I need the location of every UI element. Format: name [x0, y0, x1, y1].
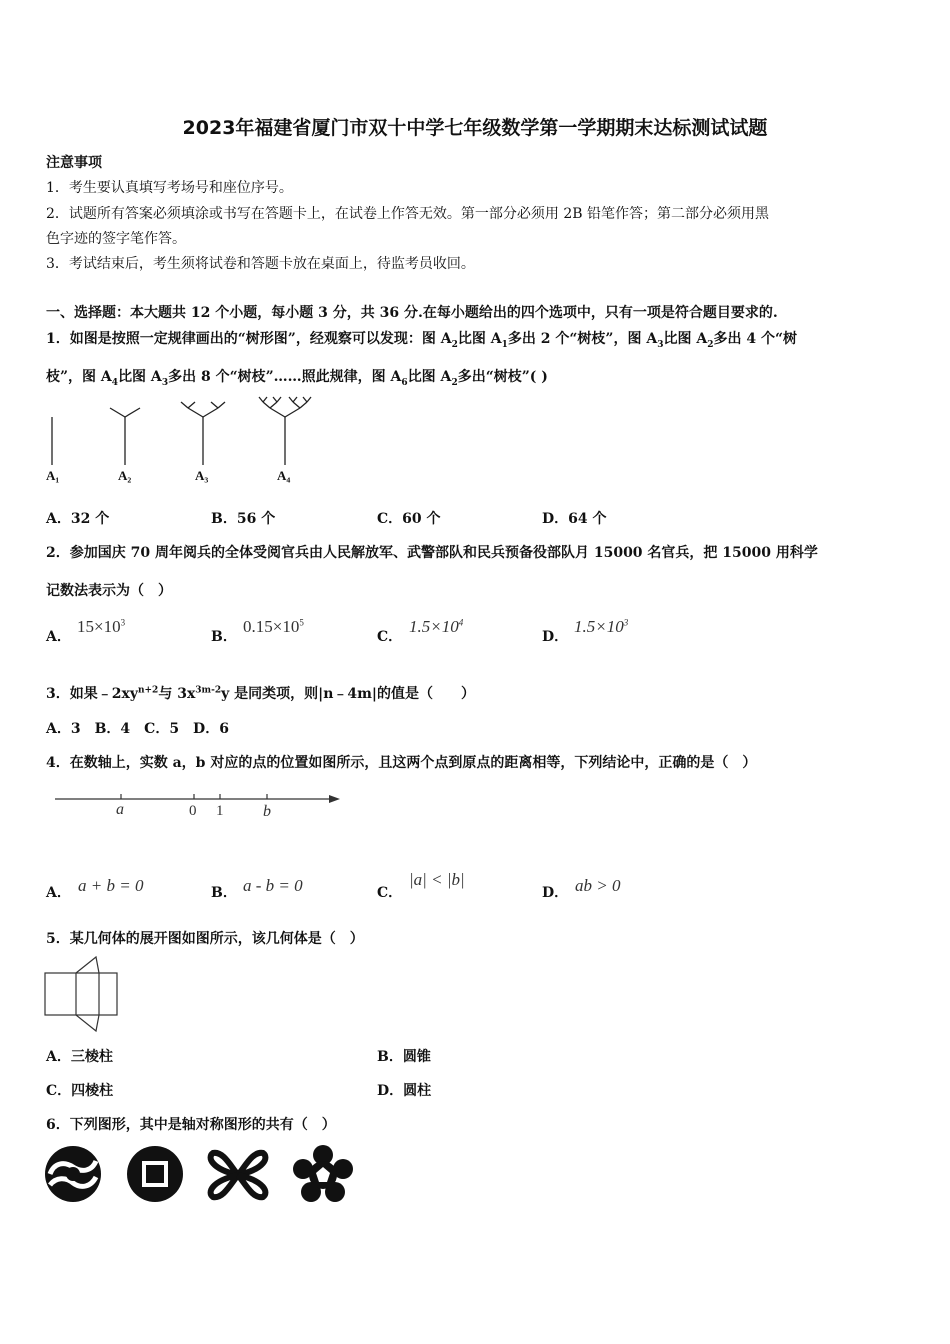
- question-5: 5．某几何体的展开图如图所示，该几何体是（ ）: [46, 931, 364, 947]
- q4-option-a-expr: a + b = 0: [78, 876, 144, 895]
- figure-label-a4: A₄: [277, 468, 291, 483]
- notes-heading: 注意事项: [46, 155, 102, 171]
- q2-option-a-label: A．: [46, 629, 71, 645]
- q5-option-c: C．四棱柱: [46, 1083, 114, 1099]
- q4-option-d-expr: ab > 0: [575, 876, 621, 895]
- q5-option-d: D．圆柱: [377, 1083, 432, 1099]
- figure-label-a3: A₃: [195, 468, 209, 483]
- symbol-swirl-figure: [44, 1145, 104, 1205]
- q2-option-d-expr: $1.5\times 10^3$: [574, 617, 629, 636]
- figure-label-a1: A₁: [46, 468, 60, 483]
- note-3: 3．考试结束后，考生须将试卷和答题卡放在桌面上，待监考员收回。: [46, 256, 475, 272]
- figure-label-a2: A₂: [118, 468, 132, 483]
- axis-label-a: a: [116, 801, 124, 818]
- note-2: 2．试题所有答案必须填涂或书写在答题卡上，在试卷上作答无效。第一部分必须用 2B 铅笔作答；第二部分必须用黑: [46, 206, 769, 222]
- q2-option-b-expr: $0.15\times 10^5$: [243, 617, 304, 636]
- symbol-square-coin-figure: [126, 1145, 186, 1205]
- q4-option-d-label: D．: [542, 885, 569, 901]
- axis-label-1: 1: [216, 803, 224, 819]
- q5-option-a: A．三棱柱: [46, 1049, 113, 1065]
- page-title: 2023年福建省厦门市双十中学七年级数学第一学期期末达标测试试题: [182, 117, 768, 139]
- note-1: 1．考生要认真填写考场号和座位序号。: [46, 180, 293, 196]
- q4-option-c-expr: |a| < |b|: [409, 870, 465, 889]
- q4-option-b-expr: a - b = 0: [243, 876, 303, 895]
- q1-option-b: B．56 个: [211, 511, 276, 527]
- q2-option-a-expr: $15\times 10^3$: [77, 617, 126, 636]
- question-4: 4．在数轴上，实数 a，b 对应的点的位置如图所示，且这两个点到原点的距离相等，下列结论中，正确的是（ ）: [46, 755, 757, 771]
- question-3: 3．如果$﹣2xy^{n+2}$与 $3x^{3m-2}y$ 是同类项，则|n﹣4m|的值是（ ）: [46, 685, 476, 702]
- symbol-knot-figure: [205, 1145, 271, 1205]
- q1-option-c: C．60 个: [377, 511, 441, 527]
- axis-label-b: b: [263, 803, 271, 820]
- note-2-cont: 色字迹的签字笔作答。: [46, 231, 186, 247]
- question-1-line-1: 1．如图是按照一定规律画出的“树形图”，经观察可以发现：图 $A_2$比图 $A_1$多出 2 个“树枝”，图 $A_3$比图 $A_2$多出 4 个“树: [46, 331, 798, 350]
- question-6: 6．下列图形，其中是轴对称图形的共有（ ）: [46, 1117, 336, 1133]
- prism-net-figure: [44, 955, 124, 1035]
- q2-option-c-expr: $1.5\times 10^4$: [409, 617, 464, 636]
- question-2-line-2: 记数法表示为（ ）: [46, 583, 172, 599]
- q2-option-b-label: B．: [211, 629, 237, 645]
- symbol-flower-figure: [293, 1145, 355, 1205]
- q1-option-a: A．32 个: [46, 511, 110, 527]
- q2-option-c-label: C．: [377, 629, 403, 645]
- question-1-line-2: 枝”，图 $A_4$比图 $A_3$多出 8 个“树枝”……照此规律，图 $A_6$比图 $A_2$多出“树枝”( ): [46, 369, 548, 388]
- q4-option-c-label: C．: [377, 885, 403, 901]
- tree-figures: [40, 395, 340, 490]
- q4-option-a-label: A．: [46, 885, 71, 901]
- section-1-heading: 一、选择题：本大题共 12 个小题，每小题 3 分，共 36 分.在每小题给出的四个选项中，只有一项是符合题目要求的.: [46, 305, 778, 321]
- q4-option-b-label: B．: [211, 885, 237, 901]
- question-2-line-1: 2．参加国庆 70 周年阅兵的全体受阅官兵由人民解放军、武警部队和民兵预备役部队月 15000 名官兵，把 15000 用科学: [46, 545, 818, 561]
- axis-label-0: 0: [189, 803, 197, 819]
- q3-options: A．3 B．4 C．5 D．6: [46, 721, 229, 737]
- q5-option-b: B．圆锥: [377, 1049, 431, 1065]
- number-line: [55, 790, 345, 820]
- q1-option-d: D．64 个: [542, 511, 607, 527]
- q2-option-d-label: D．: [542, 629, 569, 645]
